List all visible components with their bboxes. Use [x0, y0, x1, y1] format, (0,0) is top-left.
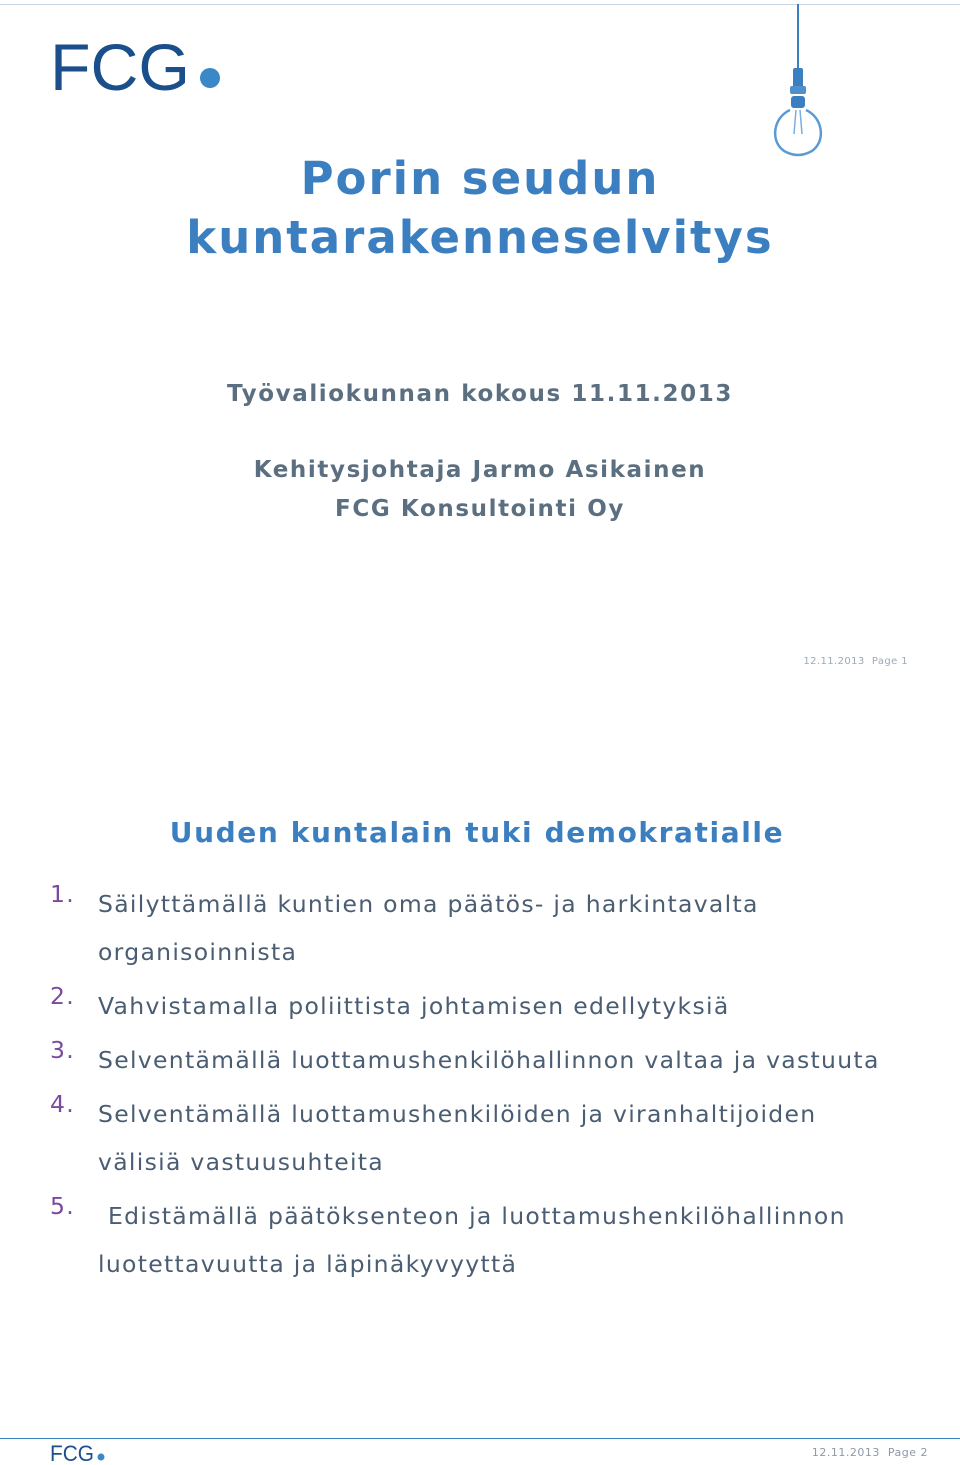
author-name: Kehitysjohtaja Jarmo Asikainen [253, 457, 707, 483]
fcg-logo-small-text: FCG [50, 1442, 94, 1464]
slide1-title-line1: Porin seudun [300, 152, 660, 205]
page-1-footer: 12.11.2013 Page 1 [803, 656, 908, 667]
list-text-line1: Säilyttämällä kuntien oma päätös- ja harkintavalta [98, 890, 759, 918]
slide1-title-line2: kuntarakenneselvitys [186, 211, 774, 264]
list-text [98, 1192, 938, 1288]
list-number: 5. [50, 1192, 76, 1220]
list-text-line1: Selventämällä luottamushenkilöhallinnon valtaa ja vastuuta [98, 1046, 880, 1074]
meeting-subtitle: Työvaliokunnan kokous 11.11.2013 [227, 381, 733, 407]
list-text-line1: Vahvistamalla poliittista johtamisen edellytyksiä [98, 992, 730, 1020]
list-text [98, 880, 938, 976]
slide2-title: Uuden kuntalain tuki demokratialle [169, 816, 785, 849]
list-number: 2. [50, 982, 76, 1010]
company-name: FCG Konsultointi Oy [335, 496, 625, 522]
fcg-logo-text: FCG [50, 34, 190, 96]
light-bulb-icon [768, 4, 828, 164]
page-2-footer: 12.11.2013 Page 2 [811, 1446, 928, 1459]
list-number: 1. [50, 880, 76, 908]
fcg-logo-small [50, 1442, 110, 1464]
list-text-line2: välisiä vastuusuhteita [98, 1148, 385, 1176]
list-text-line1: Selventämällä luottamushenkilöiden ja viranhaltijoiden [98, 1100, 817, 1128]
fcg-logo [50, 34, 230, 96]
list-number: 4. [50, 1090, 76, 1118]
list-text [98, 1090, 938, 1186]
logo-dot [200, 68, 220, 88]
list-number: 3. [50, 1036, 76, 1064]
list-text-line2: luotettavuutta ja läpinäkyvyyttä [98, 1250, 518, 1278]
logo-dot-small [98, 1454, 105, 1461]
list-text-line2: organisoinnista [98, 938, 298, 966]
list-text [98, 1036, 938, 1084]
list-text-line1: Edistämällä päätöksenteon ja luottamushenkilöhallinnon [108, 1202, 846, 1230]
list-text [98, 982, 938, 1030]
footer-rule [0, 1438, 960, 1439]
